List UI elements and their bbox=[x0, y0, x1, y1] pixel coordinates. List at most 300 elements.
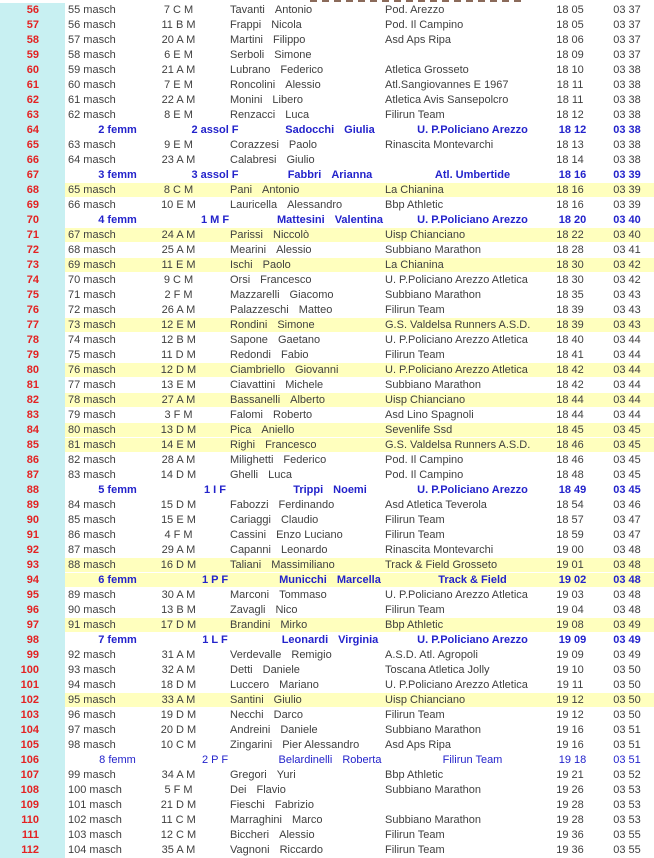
category-cell: 12 C M bbox=[150, 828, 207, 843]
athlete-lastname: Rondini bbox=[230, 319, 268, 331]
team-cell: U. P.Policiano Arezzo bbox=[400, 633, 545, 648]
gap-cell: 03 45 bbox=[600, 483, 654, 498]
result-row bbox=[0, 633, 654, 648]
team-cell: Asd Aps Ripa bbox=[385, 738, 540, 753]
gender-rank-cell: 56 masch bbox=[65, 18, 150, 33]
athlete-name-cell bbox=[207, 678, 385, 693]
athlete-name-cell bbox=[207, 408, 385, 423]
rank-cell: 107 bbox=[0, 768, 65, 783]
rank-cell: 59 bbox=[0, 48, 65, 63]
team-cell: U. P.Policiano Arezzo bbox=[400, 483, 545, 498]
rank-cell: 106 bbox=[0, 753, 65, 768]
category-cell: 30 A M bbox=[150, 588, 207, 603]
gender-rank-cell: 76 masch bbox=[65, 363, 150, 378]
rank-cell: 61 bbox=[0, 78, 65, 93]
category-cell: 10 C M bbox=[150, 738, 207, 753]
category-cell: 1 I F bbox=[170, 483, 260, 498]
rank-cell: 111 bbox=[0, 828, 65, 843]
gender-rank-cell: 59 masch bbox=[65, 63, 150, 78]
gender-rank-cell: 68 masch bbox=[65, 243, 150, 258]
rank-cell: 60 bbox=[0, 63, 65, 78]
gap-cell: 03 43 bbox=[600, 318, 654, 333]
time-cell: 18 45 bbox=[540, 423, 600, 438]
gender-rank-cell: 103 masch bbox=[65, 828, 150, 843]
category-cell: 18 D M bbox=[150, 678, 207, 693]
result-row bbox=[0, 813, 654, 828]
athlete-name-cell bbox=[260, 483, 400, 498]
team-cell: Bbp Athletic bbox=[385, 768, 540, 783]
time-cell: 19 26 bbox=[540, 783, 600, 798]
result-row bbox=[0, 93, 654, 108]
category-cell: 7 E M bbox=[150, 78, 207, 93]
gap-cell: 03 50 bbox=[600, 693, 654, 708]
athlete-lastname: Lauricella bbox=[230, 199, 278, 211]
athlete-name-cell bbox=[207, 603, 385, 618]
athlete-firstname: Giacomo bbox=[289, 289, 334, 301]
gender-rank-cell: 78 masch bbox=[65, 393, 150, 408]
gender-rank-cell: 89 masch bbox=[65, 588, 150, 603]
time-cell: 19 18 bbox=[545, 753, 600, 768]
time-cell: 18 28 bbox=[540, 243, 600, 258]
gap-cell: 03 40 bbox=[600, 213, 654, 228]
athlete-firstname: Antonio bbox=[274, 4, 313, 16]
gender-rank-cell: 67 masch bbox=[65, 228, 150, 243]
result-row bbox=[0, 138, 654, 153]
gender-rank-cell: 65 masch bbox=[65, 183, 150, 198]
rank-cell: 68 bbox=[0, 183, 65, 198]
team-cell: Atletica Grosseto bbox=[385, 63, 540, 78]
gap-cell: 03 39 bbox=[600, 198, 654, 213]
athlete-name-cell bbox=[207, 198, 385, 213]
gap-cell: 03 55 bbox=[600, 843, 654, 858]
gender-rank-cell: 100 masch bbox=[65, 783, 150, 798]
athlete-lastname: Milighetti bbox=[230, 454, 274, 466]
gap-cell: 03 49 bbox=[600, 618, 654, 633]
gender-rank-cell: 6 femm bbox=[65, 573, 170, 588]
result-row bbox=[0, 468, 654, 483]
team-cell: Pod. Arezzo bbox=[385, 3, 540, 18]
athlete-firstname: Matteo bbox=[298, 304, 333, 316]
results-table bbox=[0, 3, 654, 858]
athlete-name-cell bbox=[207, 513, 385, 528]
result-row bbox=[0, 183, 654, 198]
gap-cell: 03 49 bbox=[600, 648, 654, 663]
athlete-name-cell bbox=[207, 288, 385, 303]
athlete-firstname: Flavio bbox=[256, 784, 286, 796]
gap-cell: 03 45 bbox=[600, 468, 654, 483]
gender-rank-cell: 85 masch bbox=[65, 513, 150, 528]
gap-cell: 03 44 bbox=[600, 348, 654, 363]
gender-rank-cell: 96 masch bbox=[65, 708, 150, 723]
category-cell: 34 A M bbox=[150, 768, 207, 783]
clipped-previous-row-sliver bbox=[310, 0, 525, 2]
rank-cell: 84 bbox=[0, 423, 65, 438]
result-row bbox=[0, 393, 654, 408]
gap-cell: 03 44 bbox=[600, 393, 654, 408]
category-cell: 11 E M bbox=[150, 258, 207, 273]
category-cell: 2 P F bbox=[170, 753, 260, 768]
athlete-firstname: Noemi bbox=[333, 484, 367, 496]
gap-cell: 03 50 bbox=[600, 663, 654, 678]
athlete-firstname: Simone bbox=[274, 49, 312, 61]
category-cell: 12 D M bbox=[150, 363, 207, 378]
result-row bbox=[0, 258, 654, 273]
athlete-name-cell bbox=[207, 543, 385, 558]
rank-cell: 103 bbox=[0, 708, 65, 723]
gender-rank-cell: 79 masch bbox=[65, 408, 150, 423]
athlete-firstname: Marcella bbox=[336, 574, 381, 586]
athlete-lastname: Marconi bbox=[230, 589, 270, 601]
team-cell: Uisp Chianciano bbox=[385, 393, 540, 408]
gender-rank-cell: 8 femm bbox=[65, 753, 170, 768]
category-cell: 7 C M bbox=[150, 3, 207, 18]
athlete-name-cell bbox=[207, 348, 385, 363]
athlete-lastname: Ciavattini bbox=[230, 379, 276, 391]
category-cell: 21 D M bbox=[150, 798, 207, 813]
result-row bbox=[0, 78, 654, 93]
rank-cell: 102 bbox=[0, 693, 65, 708]
athlete-lastname: Taliani bbox=[230, 559, 262, 571]
athlete-firstname: Alessio bbox=[276, 244, 312, 256]
team-cell bbox=[385, 798, 540, 813]
athlete-lastname: Pani bbox=[230, 184, 253, 196]
athlete-firstname: Libero bbox=[272, 94, 303, 106]
team-cell: Filirun Team bbox=[385, 843, 540, 858]
rank-cell: 63 bbox=[0, 108, 65, 123]
athlete-lastname: Ghelli bbox=[230, 469, 259, 481]
athlete-firstname: Fabrizio bbox=[274, 799, 314, 811]
result-row bbox=[0, 558, 654, 573]
athlete-name-cell bbox=[207, 828, 385, 843]
athlete-lastname: Fabbri bbox=[287, 169, 322, 181]
gap-cell: 03 51 bbox=[600, 753, 654, 768]
gap-cell: 03 46 bbox=[600, 498, 654, 513]
athlete-lastname: Vagnoni bbox=[230, 844, 270, 856]
result-row bbox=[0, 663, 654, 678]
time-cell: 18 41 bbox=[540, 348, 600, 363]
athlete-firstname: Riccardo bbox=[279, 844, 323, 856]
athlete-name-cell bbox=[207, 693, 385, 708]
category-cell: 4 F M bbox=[150, 528, 207, 543]
rank-cell: 89 bbox=[0, 498, 65, 513]
result-row bbox=[0, 783, 654, 798]
time-cell: 19 21 bbox=[540, 768, 600, 783]
time-cell: 18 49 bbox=[545, 483, 600, 498]
team-cell: Subbiano Marathon bbox=[385, 378, 540, 393]
athlete-firstname: Paolo bbox=[288, 139, 318, 151]
athlete-lastname: Cassini bbox=[230, 529, 267, 541]
time-cell: 19 00 bbox=[540, 543, 600, 558]
athlete-firstname: Filippo bbox=[273, 34, 306, 46]
result-row bbox=[0, 438, 654, 453]
time-cell: 18 44 bbox=[540, 408, 600, 423]
result-row bbox=[0, 723, 654, 738]
athlete-firstname: Leonardo bbox=[280, 544, 328, 556]
gap-cell: 03 43 bbox=[600, 288, 654, 303]
athlete-name-cell bbox=[207, 723, 385, 738]
rank-cell: 74 bbox=[0, 273, 65, 288]
result-row bbox=[0, 828, 654, 843]
time-cell: 18 12 bbox=[540, 108, 600, 123]
athlete-name-cell bbox=[207, 783, 385, 798]
gap-cell: 03 48 bbox=[600, 603, 654, 618]
time-cell: 19 09 bbox=[545, 633, 600, 648]
gap-cell: 03 50 bbox=[600, 678, 654, 693]
category-cell: 17 D M bbox=[150, 618, 207, 633]
time-cell: 18 09 bbox=[540, 48, 600, 63]
athlete-firstname: Marco bbox=[291, 814, 323, 826]
athlete-lastname: Orsi bbox=[230, 274, 251, 286]
athlete-name-cell bbox=[207, 648, 385, 663]
time-cell: 18 14 bbox=[540, 153, 600, 168]
result-row bbox=[0, 303, 654, 318]
athlete-name-cell bbox=[207, 333, 385, 348]
gap-cell: 03 50 bbox=[600, 708, 654, 723]
time-cell: 18 39 bbox=[540, 318, 600, 333]
category-cell: 29 A M bbox=[150, 543, 207, 558]
athlete-lastname: Trippi bbox=[293, 484, 324, 496]
category-cell: 33 A M bbox=[150, 693, 207, 708]
gender-rank-cell: 3 femm bbox=[65, 168, 170, 183]
gap-cell: 03 37 bbox=[600, 33, 654, 48]
gap-cell: 03 44 bbox=[600, 408, 654, 423]
result-row bbox=[0, 408, 654, 423]
team-cell: Atletica Avis Sansepolcro bbox=[385, 93, 540, 108]
time-cell: 18 10 bbox=[540, 63, 600, 78]
athlete-name-cell bbox=[207, 768, 385, 783]
athlete-lastname: Ciambriello bbox=[230, 364, 286, 376]
athlete-lastname: Sadocchi bbox=[285, 124, 335, 136]
rank-cell: 97 bbox=[0, 618, 65, 633]
gender-rank-cell: 62 masch bbox=[65, 108, 150, 123]
athlete-lastname: Leonardi bbox=[281, 634, 329, 646]
gap-cell: 03 38 bbox=[600, 63, 654, 78]
team-cell: Filirun Team bbox=[385, 528, 540, 543]
athlete-name-cell bbox=[207, 363, 385, 378]
time-cell: 19 01 bbox=[540, 558, 600, 573]
gap-cell: 03 51 bbox=[600, 738, 654, 753]
team-cell: Bbp Athletic bbox=[385, 198, 540, 213]
athlete-lastname: Tavanti bbox=[230, 4, 265, 16]
rank-cell: 78 bbox=[0, 333, 65, 348]
rank-cell: 75 bbox=[0, 288, 65, 303]
gender-rank-cell: 98 masch bbox=[65, 738, 150, 753]
team-cell: Bbp Athletic bbox=[385, 618, 540, 633]
rank-cell: 58 bbox=[0, 33, 65, 48]
athlete-name-cell bbox=[260, 753, 400, 768]
rank-cell: 86 bbox=[0, 453, 65, 468]
category-cell: 19 D M bbox=[150, 708, 207, 723]
athlete-firstname: Valentina bbox=[334, 214, 383, 226]
team-cell: Track & Field Grosseto bbox=[385, 558, 540, 573]
rank-cell: 67 bbox=[0, 168, 65, 183]
time-cell: 18 06 bbox=[540, 33, 600, 48]
athlete-firstname: Simone bbox=[277, 319, 315, 331]
result-row bbox=[0, 738, 654, 753]
gap-cell: 03 38 bbox=[600, 123, 654, 138]
team-cell: Asd Atletica Teverola bbox=[385, 498, 540, 513]
gap-cell: 03 45 bbox=[600, 438, 654, 453]
time-cell: 19 16 bbox=[540, 738, 600, 753]
time-cell: 18 35 bbox=[540, 288, 600, 303]
result-row bbox=[0, 603, 654, 618]
gender-rank-cell: 74 masch bbox=[65, 333, 150, 348]
result-row bbox=[0, 528, 654, 543]
gap-cell: 03 47 bbox=[600, 528, 654, 543]
athlete-lastname: Brandini bbox=[230, 619, 271, 631]
time-cell: 18 40 bbox=[540, 333, 600, 348]
rank-cell: 64 bbox=[0, 123, 65, 138]
athlete-lastname: Belardinelli bbox=[278, 754, 333, 766]
gender-rank-cell: 94 masch bbox=[65, 678, 150, 693]
team-cell: G.S. Valdelsa Runners A.S.D. bbox=[385, 438, 540, 453]
time-cell: 18 30 bbox=[540, 273, 600, 288]
rank-cell: 83 bbox=[0, 408, 65, 423]
team-cell: Filirun Team bbox=[385, 513, 540, 528]
team-cell bbox=[385, 48, 540, 63]
category-cell: 35 A M bbox=[150, 843, 207, 858]
athlete-name-cell bbox=[260, 123, 400, 138]
gender-rank-cell: 69 masch bbox=[65, 258, 150, 273]
gender-rank-cell: 71 masch bbox=[65, 288, 150, 303]
category-cell: 32 A M bbox=[150, 663, 207, 678]
gender-rank-cell: 55 masch bbox=[65, 3, 150, 18]
category-cell: 15 D M bbox=[150, 498, 207, 513]
team-cell: U. P.Policiano Arezzo Atletica bbox=[385, 678, 540, 693]
athlete-name-cell bbox=[207, 273, 385, 288]
result-row bbox=[0, 168, 654, 183]
result-row bbox=[0, 213, 654, 228]
time-cell: 19 28 bbox=[540, 798, 600, 813]
athlete-name-cell bbox=[207, 303, 385, 318]
time-cell: 18 57 bbox=[540, 513, 600, 528]
result-row bbox=[0, 33, 654, 48]
athlete-lastname: Serboli bbox=[230, 49, 265, 61]
athlete-lastname: Sapone bbox=[230, 334, 268, 346]
athlete-lastname: Lubrano bbox=[230, 64, 271, 76]
rank-cell: 109 bbox=[0, 798, 65, 813]
result-row bbox=[0, 153, 654, 168]
athlete-firstname: Alessandro bbox=[287, 199, 343, 211]
gap-cell: 03 55 bbox=[600, 828, 654, 843]
team-cell: Track & Field bbox=[400, 573, 545, 588]
athlete-firstname: Giovanni bbox=[295, 364, 339, 376]
time-cell: 18 46 bbox=[540, 438, 600, 453]
gender-rank-cell: 58 masch bbox=[65, 48, 150, 63]
athlete-firstname: Giulio bbox=[273, 694, 302, 706]
athlete-firstname: Nicola bbox=[271, 19, 302, 31]
gap-cell: 03 53 bbox=[600, 798, 654, 813]
time-cell: 18 59 bbox=[540, 528, 600, 543]
result-row bbox=[0, 333, 654, 348]
result-row bbox=[0, 753, 654, 768]
athlete-lastname: Biccheri bbox=[230, 829, 270, 841]
gap-cell: 03 51 bbox=[600, 723, 654, 738]
result-row bbox=[0, 483, 654, 498]
category-cell: 14 D M bbox=[150, 468, 207, 483]
category-cell: 13 B M bbox=[150, 603, 207, 618]
gender-rank-cell: 57 masch bbox=[65, 33, 150, 48]
athlete-firstname: Francesco bbox=[265, 439, 317, 451]
time-cell: 18 30 bbox=[540, 258, 600, 273]
athlete-lastname: Fieschi bbox=[230, 799, 265, 811]
rank-cell: 70 bbox=[0, 213, 65, 228]
team-cell: La Chianina bbox=[385, 258, 540, 273]
athlete-lastname: Luccero bbox=[230, 679, 270, 691]
athlete-firstname: Tommaso bbox=[279, 589, 327, 601]
time-cell: 18 20 bbox=[545, 213, 600, 228]
athlete-name-cell bbox=[207, 618, 385, 633]
athlete-name-cell bbox=[260, 168, 400, 183]
gender-rank-cell: 84 masch bbox=[65, 498, 150, 513]
gender-rank-cell: 93 masch bbox=[65, 663, 150, 678]
gap-cell: 03 43 bbox=[600, 303, 654, 318]
athlete-firstname: Roberta bbox=[342, 754, 382, 766]
athlete-lastname: Renzacci bbox=[230, 109, 276, 121]
gap-cell: 03 39 bbox=[600, 183, 654, 198]
result-row bbox=[0, 63, 654, 78]
gender-rank-cell: 82 masch bbox=[65, 453, 150, 468]
athlete-lastname: Capanni bbox=[230, 544, 271, 556]
team-cell: U. P.Policiano Arezzo Atletica bbox=[385, 273, 540, 288]
athlete-firstname: Daniele bbox=[262, 664, 300, 676]
gender-rank-cell: 83 masch bbox=[65, 468, 150, 483]
athlete-firstname: Virginia bbox=[338, 634, 379, 646]
gap-cell: 03 38 bbox=[600, 153, 654, 168]
time-cell: 18 11 bbox=[540, 78, 600, 93]
athlete-lastname: Calabresi bbox=[230, 154, 277, 166]
gap-cell: 03 38 bbox=[600, 93, 654, 108]
result-row bbox=[0, 378, 654, 393]
gap-cell: 03 40 bbox=[600, 228, 654, 243]
athlete-name-cell bbox=[207, 78, 385, 93]
category-cell: 23 A M bbox=[150, 153, 207, 168]
team-cell: Uisp Chianciano bbox=[385, 228, 540, 243]
gap-cell: 03 38 bbox=[600, 78, 654, 93]
category-cell: 5 F M bbox=[150, 783, 207, 798]
team-cell: Pod. Il Campino bbox=[385, 18, 540, 33]
team-cell: U. P.Policiano Arezzo Atletica bbox=[385, 588, 540, 603]
result-row bbox=[0, 48, 654, 63]
category-cell: 11 D M bbox=[150, 348, 207, 363]
result-row bbox=[0, 18, 654, 33]
gender-rank-cell: 64 masch bbox=[65, 153, 150, 168]
rank-cell: 108 bbox=[0, 783, 65, 798]
time-cell: 19 10 bbox=[540, 663, 600, 678]
athlete-lastname: Zingarini bbox=[230, 739, 273, 751]
category-cell: 10 E M bbox=[150, 198, 207, 213]
athlete-name-cell bbox=[207, 33, 385, 48]
time-cell: 19 36 bbox=[540, 828, 600, 843]
rank-cell: 80 bbox=[0, 363, 65, 378]
athlete-lastname: Roncolini bbox=[230, 79, 276, 91]
athlete-name-cell bbox=[207, 498, 385, 513]
rank-cell: 76 bbox=[0, 303, 65, 318]
athlete-lastname: Mazzarelli bbox=[230, 289, 280, 301]
athlete-firstname: Antonio bbox=[262, 184, 300, 196]
athlete-lastname: Bassanelli bbox=[230, 394, 281, 406]
time-cell: 19 08 bbox=[540, 618, 600, 633]
result-row bbox=[0, 618, 654, 633]
gap-cell: 03 38 bbox=[600, 138, 654, 153]
time-cell: 18 11 bbox=[540, 93, 600, 108]
time-cell: 19 12 bbox=[540, 693, 600, 708]
rank-cell: 69 bbox=[0, 198, 65, 213]
time-cell: 19 28 bbox=[540, 813, 600, 828]
category-cell: 9 E M bbox=[150, 138, 207, 153]
time-cell: 18 12 bbox=[545, 123, 600, 138]
athlete-firstname: Luca bbox=[268, 469, 292, 481]
